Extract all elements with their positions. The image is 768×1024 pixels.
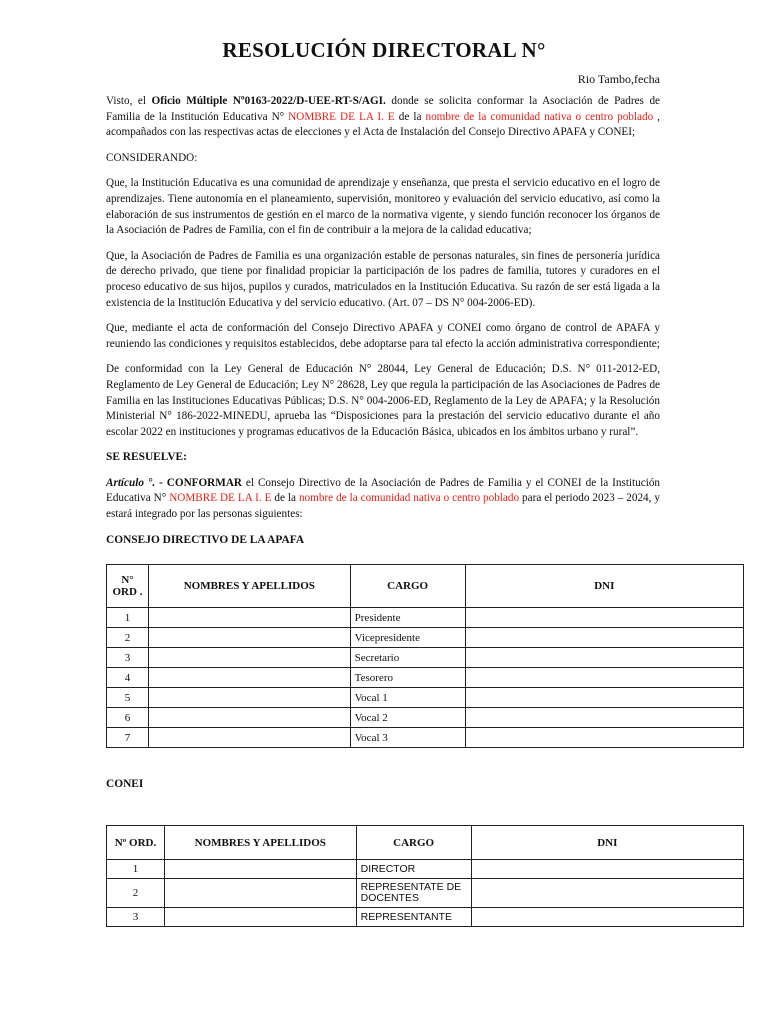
names-cell: [148, 668, 350, 688]
visto-text: de la: [394, 110, 426, 123]
col-names-header: NOMBRES Y APELLIDOS: [164, 826, 356, 860]
ie-name-placeholder: NOMBRE DE LA I. E: [169, 492, 272, 505]
names-cell: [148, 688, 350, 708]
articulo-label: Artículo °. -: [106, 476, 163, 489]
conei-header-row: [107, 826, 744, 860]
names-cell: [164, 879, 356, 908]
cargo-cell: Vocal 3: [350, 728, 465, 748]
visto-text: donde se solicita conformar la Asociación de Padres de Familia de la Institución Educativa N°: [106, 95, 661, 123]
ord-cell: 3: [107, 908, 165, 927]
dni-cell: [471, 860, 743, 879]
cargo-cell: DIRECTOR: [356, 860, 471, 879]
apafa-table: [106, 564, 744, 748]
cargo-cell: Presidente: [350, 608, 465, 628]
table-row: [107, 860, 744, 879]
names-cell: [164, 860, 356, 879]
dni-cell: [465, 668, 743, 688]
ord-cell: 6: [107, 708, 149, 728]
names-cell: [148, 708, 350, 728]
articulo-text: para el periodo 2023 – 2024, y estará integrado por las personas siguientes:: [106, 492, 660, 521]
community-placeholder: nombre de la comunidad nativa o centro poblado: [425, 110, 654, 123]
considerando-paragraph-2: Que, la Asociación de Padres de Familia es una organización estable de personas naturales, sin fines de personería jurídica de derecho privado, que tiene por finalidad propiciar la participación de los padres de familia, tutores y curadores en el proceso educativo de sus hijos, pupilos y curados, matriculados en la Institución Educativa. Su razón de ser está ligada a la existencia de la Institución Educativa y del servicio educativo. (Art. 07 – DS N° 004-2006-ED).: [106, 249, 660, 309]
ord-cell: 2: [107, 628, 149, 648]
conei-table: [106, 825, 744, 927]
dni-cell: [471, 908, 743, 927]
cargo-cell: Vicepresidente: [350, 628, 465, 648]
table-row: [107, 908, 744, 927]
cargo-cell: REPRESENTANTE: [356, 908, 471, 927]
names-cell: [148, 608, 350, 628]
col-cargo-header: CARGO: [356, 826, 471, 860]
ord-cell: 7: [107, 728, 149, 748]
cargo-cell: Vocal 2: [350, 708, 465, 728]
ie-name-placeholder: NOMBRE DE LA I. E: [288, 110, 395, 123]
names-cell: [148, 628, 350, 648]
dni-cell: [465, 648, 743, 668]
dni-cell: [465, 608, 743, 628]
table-row: [107, 688, 744, 708]
considerando-paragraph-1: Que, la Institución Educativa es una comunidad de aprendizaje y enseñanza, que presta el servicio educativo en el logro de aprendizajes. Tiene autonomía en el planeamiento, supervisión, monitoreo y evaluación del servicio educativo, así como la elaboración de sus instrumentos de gestión en el marco de la normativa vigente, y siendo función reconocer los órganos de la Asociación de Padres de Familia, con el fin de contribuir a la mejora de la calidad educativa;: [106, 177, 660, 237]
apafa-header-row: [107, 565, 744, 608]
ord-cell: 1: [107, 860, 165, 879]
names-cell: [148, 648, 350, 668]
considerando-heading: CONSIDERANDO:: [106, 151, 198, 164]
col-ord-header: Nº ORD.: [107, 826, 165, 860]
oficio-reference: Oficio Múltiple Nº0163-2022/D-UEE-RT-S/AGI.: [151, 95, 386, 107]
names-cell: [148, 728, 350, 748]
table-row: [107, 879, 744, 908]
dni-cell: [471, 879, 743, 908]
ord-cell: 2: [107, 879, 165, 908]
place-date: Rio Tambo,fecha: [577, 72, 660, 86]
cargo-cell: Secretario: [350, 648, 465, 668]
conei-title: CONEI: [106, 778, 144, 790]
articulo-text: el Consejo Directivo de la Asociación de Padres de Familia y el CONEI de la Institución Educativa N°: [106, 476, 661, 505]
dni-cell: [465, 728, 743, 748]
header-text: N° ORD .: [112, 574, 143, 598]
col-names-header: NOMBRES Y APELLIDOS: [148, 565, 350, 608]
dni-cell: [465, 628, 743, 648]
col-ord-header: [107, 565, 149, 608]
articulo-verb: CONFORMAR: [166, 476, 242, 489]
articulo-paragraph: [106, 476, 660, 523]
table-row: [107, 608, 744, 628]
considerando-paragraph-3: Que, mediante el acta de conformación del Consejo Directivo APAFA y CONEI como órgano de control de APAFA y reuniendo las condiciones y requisitos establecidos, debe adoptarse para tal efecto la acción administrativa correspondiente;: [106, 322, 660, 350]
col-dni-header: DNI: [471, 826, 743, 860]
visto-paragraph: [106, 94, 660, 141]
names-cell: [164, 908, 356, 927]
cargo-cell: REPRESENTATE DE DOCENTES: [356, 879, 471, 908]
ord-cell: 4: [107, 668, 149, 688]
ord-cell: 1: [107, 608, 149, 628]
cargo-cell: Vocal 1: [350, 688, 465, 708]
table-row: [107, 628, 744, 648]
document-title: RESOLUCIÓN DIRECTORAL N°: [222, 38, 546, 62]
document-body: [106, 94, 660, 556]
articulo-text: de la: [271, 492, 299, 505]
visto-text: , acompañados con las respectivas actas de elecciones y el Acta de Instalación del Consejo Directivo APAFA y CONEI;: [106, 110, 661, 139]
table-row: [107, 728, 744, 748]
apafa-title: CONSEJO DIRECTIVO DE LA APAFA: [106, 533, 305, 546]
community-placeholder: nombre de la comunidad nativa o centro poblado: [298, 492, 520, 505]
col-cargo-header: CARGO: [350, 565, 465, 608]
ord-cell: 5: [107, 688, 149, 708]
visto-text: Visto, el: [106, 95, 152, 107]
table-row: [107, 668, 744, 688]
se-resuelve-heading: SE RESUELVE:: [106, 451, 187, 464]
table-row: [107, 708, 744, 728]
cargo-cell: Tesorero: [350, 668, 465, 688]
table-row: [107, 648, 744, 668]
col-dni-header: DNI: [465, 565, 743, 608]
dni-cell: [465, 708, 743, 728]
considerando-paragraph-4: De conformidad con la Ley General de Educación N° 28044, Ley General de Educación; D.S. N° 011-2012-ED, Reglamento de Ley General de Educación; Ley N° 28628, Ley que regula la participación de las Asociaciones de Padres de Familia en las Instituciones Educativas Públicas; D.S. N° 004-2006-ED, Reglamento de la Ley de APAFA; y la Resolución Ministerial N° 186-2022-MINEDU, aprueba las “Disposiciones para la prestación del servicio educativo durante el año escolar 2022 en instituciones y programas educativos de la Educación Básica, ubicados en los ámbitos urbano y rural”.: [106, 363, 660, 438]
ord-cell: 3: [107, 648, 149, 668]
dni-cell: [465, 688, 743, 708]
